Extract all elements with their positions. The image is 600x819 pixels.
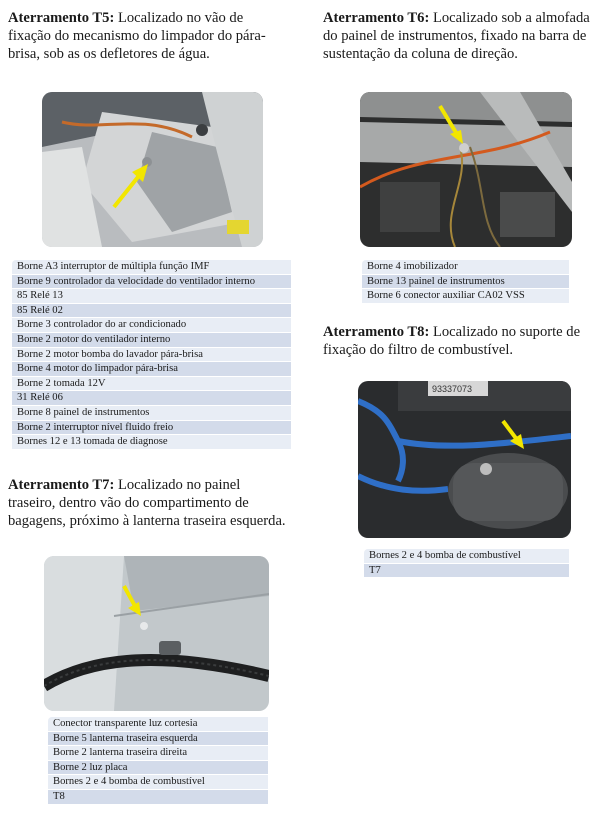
- t5-title: Aterramento T5:: [8, 10, 115, 26]
- t5-photo: [42, 92, 263, 247]
- list-item: Borne 8 painel de instrumentos: [12, 406, 291, 421]
- list-item: Borne A3 interruptor de múltipla função IMF: [12, 260, 291, 275]
- list-item: Borne 6 conector auxiliar CA02 VSS: [362, 289, 569, 304]
- list-item: Borne 2 tomada 12V: [12, 377, 291, 392]
- list-item: Borne 2 interruptor nível fluido freio: [12, 421, 291, 436]
- t7-list: [48, 717, 268, 805]
- list-item: Borne 2 motor bomba do lavador pára-brisa: [12, 348, 291, 363]
- list-item: Borne 5 lanterna traseira esquerda: [48, 732, 268, 747]
- list-item: Bornes 2 e 4 bomba de combustível: [364, 549, 569, 564]
- t7-title: Aterramento T7:: [8, 477, 115, 493]
- part-number-label: 93337073: [432, 384, 473, 394]
- t5-text-1: Localizado no vão de: [117, 10, 244, 26]
- t6-text-3: sustentação da coluna de direção.: [323, 46, 518, 62]
- t8-photo: [358, 381, 571, 538]
- t5-text-2: fixação do mecanismo do limpador do pára-: [8, 28, 266, 44]
- list-item: Borne 2 luz placa: [48, 761, 268, 776]
- list-item: T7: [364, 564, 569, 579]
- t7-photo: [44, 556, 269, 711]
- t7-heading: [8, 476, 308, 530]
- list-item: 85 Relé 02: [12, 304, 291, 319]
- list-item: Borne 2 lanterna traseira direita: [48, 746, 268, 761]
- t6-title: Aterramento T6:: [323, 10, 430, 26]
- t8-title: Aterramento T8:: [323, 324, 430, 340]
- t6-list: [362, 260, 569, 304]
- list-item: Borne 3 controlador do ar condicionado: [12, 318, 291, 333]
- t7-text-3: bagagens, próximo à lanterna traseira esquerda.: [8, 513, 286, 529]
- list-item: Borne 4 motor do limpador pára-brisa: [12, 362, 291, 377]
- list-item: Bornes 12 e 13 tomada de diagnose: [12, 435, 291, 450]
- t8-list: [364, 549, 569, 578]
- t5-text-3: brisa, sob as os defletores de água.: [8, 46, 210, 62]
- t7-text-2: traseiro, dentro vão do compartimento de: [8, 495, 249, 511]
- list-item: Borne 13 painel de instrumentos: [362, 275, 569, 290]
- list-item: 85 Relé 13: [12, 289, 291, 304]
- t6-text-1: Localizado sob a almofada: [432, 10, 590, 26]
- t8-text-1: Localizado no suporte de: [432, 324, 581, 340]
- list-item: Borne 9 controlador da velocidade do ventilador interno: [12, 275, 291, 290]
- t5-list: [12, 260, 291, 450]
- t5-heading: [8, 9, 298, 63]
- list-item: Conector transparente luz cortesia: [48, 717, 268, 732]
- list-item: Borne 4 imobilizador: [362, 260, 569, 275]
- t6-photo: [360, 92, 572, 247]
- list-item: T8: [48, 790, 268, 805]
- list-item: Bornes 2 e 4 bomba de combustível: [48, 775, 268, 790]
- t6-heading: [323, 9, 598, 63]
- list-item: 31 Relé 06: [12, 391, 291, 406]
- list-item: Borne 2 motor do ventilador interno: [12, 333, 291, 348]
- t8-heading: [323, 323, 598, 359]
- t7-text-1: Localizado no painel: [117, 477, 241, 493]
- t8-text-2: fixação do filtro de combustível.: [323, 342, 514, 358]
- t6-text-2: do painel de instrumentos, fixado na barra de: [323, 28, 587, 44]
